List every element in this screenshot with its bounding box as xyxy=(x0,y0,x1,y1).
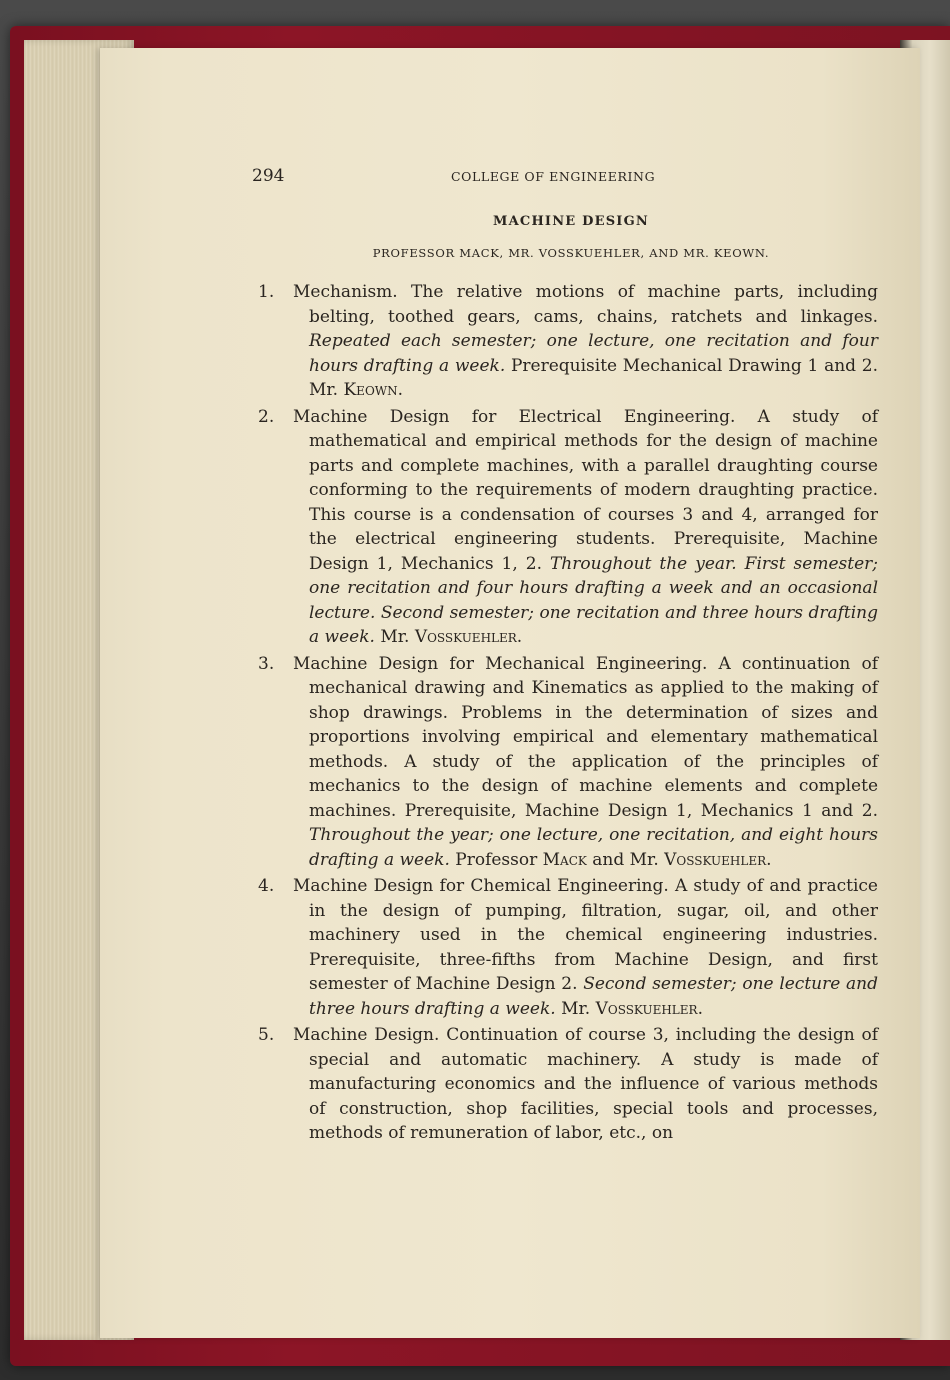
section-title: MACHINE DESIGN xyxy=(493,214,649,229)
course-item xyxy=(252,405,878,650)
staff-line: PROFESSOR MACK, MR. VOSSKUEHLER, AND MR. KEOWN. xyxy=(372,246,770,260)
course-text: Professor xyxy=(449,849,543,870)
course-number: 4. xyxy=(258,876,275,896)
course-item xyxy=(252,1023,878,1146)
page-number: 294 xyxy=(252,166,285,186)
running-title: COLLEGE OF ENGINEERING xyxy=(451,169,656,184)
course-item xyxy=(252,280,878,403)
course-text: Machine Design for Chemical Engineering. A study of and practice in the design of pumping, filtration, sugar, oil, and other machinery used in the chemical engineering industries. Prerequisite, three-fifths from Machine Design, and first semester of Machine Design 2. xyxy=(293,876,878,994)
course-text: Machine Design for Electrical Engineering. A study of mathematical and empirical methods for the design of machine parts and complete machines, with a parallel draughting course conforming to the requirements of modern draughting practice. This course is a condensation of courses 3 and 4, arranged for the electrical engineering students. Prerequisite, Machine Design 1, Mechanics 1, 2. xyxy=(293,406,878,574)
course-list xyxy=(252,280,878,1146)
course-schedule-text: Repeated each semester; one lecture, one recitation and four hours drafting a week. xyxy=(309,331,878,376)
course-text: Mr. xyxy=(374,627,415,647)
running-head xyxy=(252,162,878,190)
course-description xyxy=(293,280,878,403)
instructor-name: Keown xyxy=(343,380,398,400)
course-item xyxy=(252,874,878,1021)
course-text: Mr. xyxy=(555,998,596,1019)
course-text: . xyxy=(697,998,703,1019)
course-text: . xyxy=(397,380,404,400)
course-number: 1. xyxy=(258,282,275,302)
course-text: Machine Design for Mechanical Engineering. A continuation of mechanical drawing and Kinematics as applied to the making of shop drawings. Problems in the determination of sizes and proportions involving empirical and elementary mathematical methods. A study of the application of the principles of mechanics to the design of machine elements and complete machines. Prerequisite, Machine Design 1, Mechanics 1 and 2. xyxy=(293,653,878,821)
instructor-name: Mack xyxy=(542,849,587,870)
instructor-name: Vosskuehler xyxy=(595,998,698,1019)
course-description xyxy=(293,1023,878,1146)
page-content xyxy=(252,162,878,1148)
course-text: Mechanism. The relative motions of machine parts, including belting, toothed gears, cams, chains, ratchets and linkages. xyxy=(293,282,878,327)
course-number: 5. xyxy=(258,1025,275,1045)
instructor-name: Vosskuehler xyxy=(664,849,767,870)
course-description xyxy=(293,405,878,650)
course-schedule-text: Throughout the year; one lecture, one recitation, and eight hours drafting a week. xyxy=(309,825,878,870)
course-schedule-text: Throughout the year. First semester; one recitation and four hours drafting a week and an occasional lecture. Second semester; one recitation and three hours drafting a week. xyxy=(309,553,878,647)
course-item xyxy=(252,652,878,873)
course-text: . xyxy=(516,627,523,647)
course-schedule-text: Second semester; one lecture and three hours drafting a week. xyxy=(309,974,878,1019)
course-text: Machine Design. Continuation of course 3, including the design of special and automatic machinery. A study is made of manufacturing economics and the influence of various methods of construction, shop facilities, special tools and processes, methods of remuneration of labor, etc., on xyxy=(293,1025,878,1143)
course-text: . xyxy=(766,849,772,870)
course-number: 3. xyxy=(258,653,275,674)
course-number: 2. xyxy=(258,406,275,427)
course-description xyxy=(293,652,878,873)
course-description xyxy=(293,874,878,1021)
instructor-name: Vosskuehler xyxy=(414,627,517,647)
course-text: and Mr. xyxy=(586,849,665,870)
course-text: Prerequisite Mechanical Drawing 1 and 2. Mr. xyxy=(309,355,878,400)
